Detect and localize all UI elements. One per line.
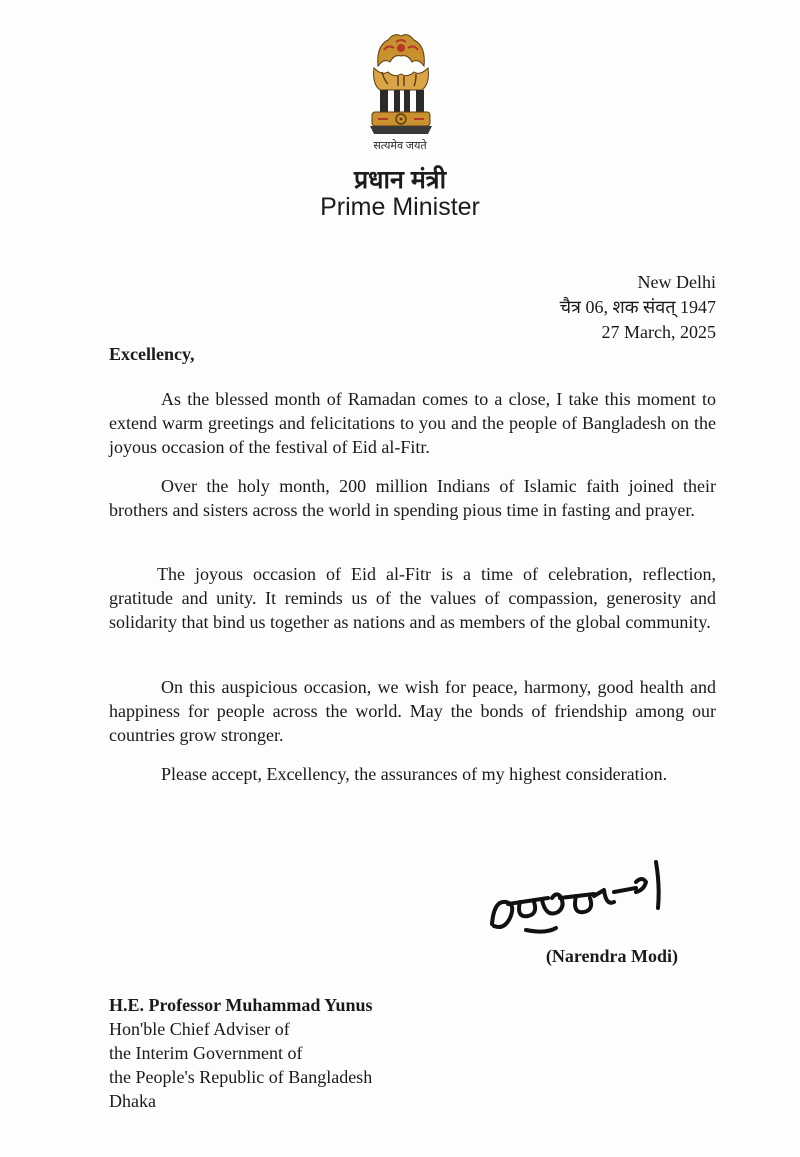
addressee-line: the Interim Government of	[109, 1043, 303, 1063]
title-hindi: प्रधान मंत्री	[353, 166, 447, 194]
hindi-date: चैत्र 06, शक संवत् 1947	[559, 297, 716, 317]
addressee-name: H.E. Professor Muhammad Yunus	[109, 995, 373, 1015]
handwritten-signature-icon	[486, 856, 686, 946]
national-motto: सत्यमेव जयते	[373, 140, 427, 152]
paragraph-3: The joyous occasion of Eid al-Fitr is a time of celebration, reflection, gratitude and unity. It reminds us of the values of compassion, generosity and solidarity that bind us together as nations and as members of the global community.	[109, 564, 716, 632]
paragraph-5: Please accept, Excellency, the assurances of my highest consideration.	[161, 764, 668, 784]
lion-capital-emblem-icon	[358, 28, 444, 140]
paragraph-2: Over the holy month, 200 million Indians of Islamic faith joined their brothers and sisters across the world in spending pious time in fasting and prayer.	[109, 476, 716, 520]
addressee-line: the People's Republic of Bangladesh	[109, 1067, 373, 1087]
letter-date: 27 March, 2025	[601, 322, 716, 342]
paragraph-1: As the blessed month of Ramadan comes to a close, I take this moment to extend warm greetings and felicitations to you and the people of Bangladesh on the joyous occasion of the festival of Eid al-Fitr.	[109, 389, 716, 457]
salutation: Excellency,	[109, 344, 195, 364]
addressee-block	[109, 993, 373, 1113]
place: New Delhi	[637, 272, 716, 292]
paragraph-4: On this auspicious occasion, we wish for peace, harmony, good health and happiness for people across the world. May the bonds of friendship among our countries grow stronger.	[109, 677, 716, 745]
title-english: Prime Minister	[320, 193, 480, 221]
addressee-line: Hon'ble Chief Adviser of	[109, 1019, 290, 1039]
signer-name: (Narendra Modi)	[545, 946, 678, 966]
addressee-line: Dhaka	[109, 1091, 156, 1111]
date-block	[560, 270, 716, 345]
